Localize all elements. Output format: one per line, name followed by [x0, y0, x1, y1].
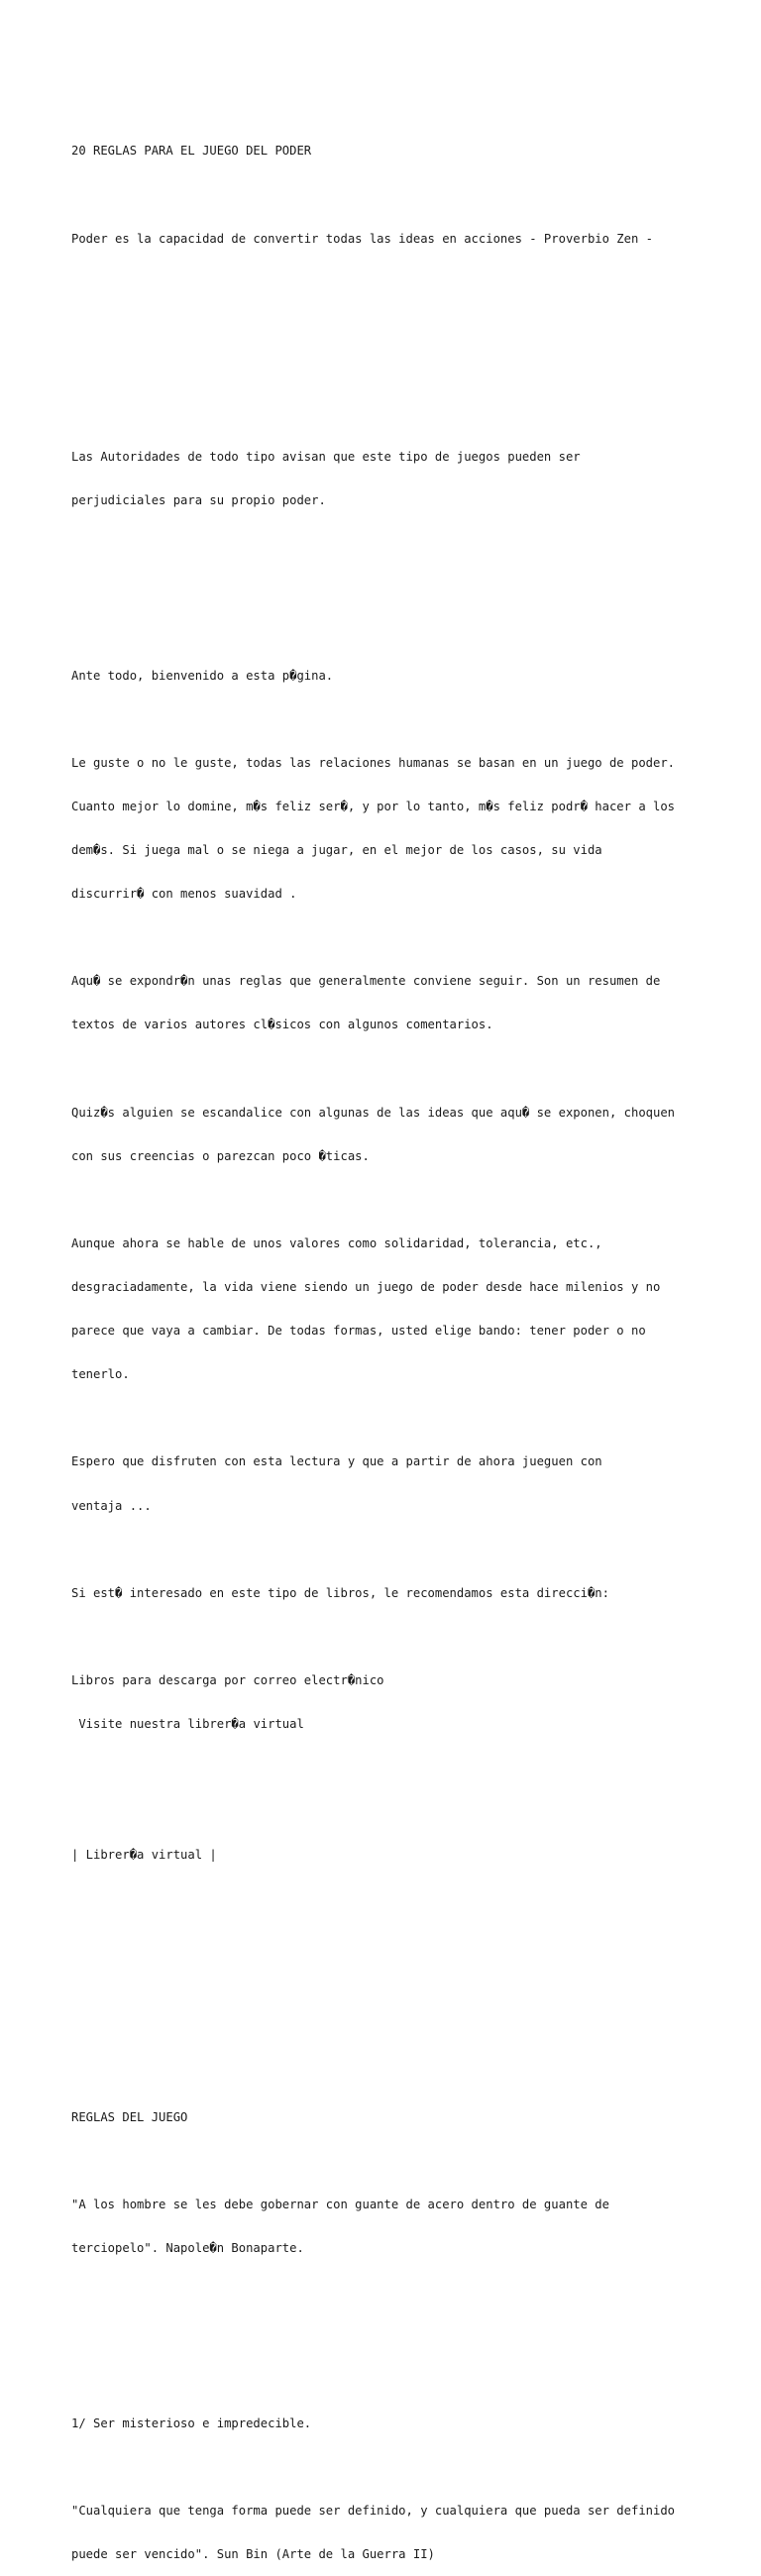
blank-line: [71, 2373, 706, 2388]
blank-line: [71, 1630, 706, 1645]
blank-line: [71, 537, 706, 552]
interest-line: Si est� interesado en este tipo de libros, le recomendamos esta direcci�n:: [71, 1585, 609, 1600]
blank-line: [71, 2285, 706, 2300]
document-body: [71, 115, 706, 2576]
rules-line: Aqu� se expondr�n unas reglas que generalmente conviene seguir. Son un resumen de: [71, 974, 661, 989]
blank-line: [71, 581, 706, 595]
blank-line: [71, 406, 706, 421]
ebook-link[interactable]: Libros para descarga por correo electr�nico: [71, 1673, 384, 1687]
blank-line: [71, 1980, 706, 1994]
enjoy-line: ventaja ...: [71, 1498, 152, 1513]
blank-line: [71, 1892, 706, 1907]
blank-line: [71, 363, 706, 377]
blank-line: [71, 2460, 706, 2475]
bookstore-nav-link[interactable]: | Librer�a virtual |: [71, 1848, 217, 1863]
blank-line: [71, 2067, 706, 2082]
blank-line: [71, 625, 706, 640]
blank-line: [71, 1411, 706, 1426]
warning-line: Las Autoridades de todo tipo avisan que este tipo de juegos pueden ser: [71, 450, 581, 465]
blank-line: [71, 1543, 706, 1557]
blank-line: [71, 712, 706, 727]
values-line: desgraciadamente, la vida viene siendo un juego de poder desde hace milenios y no: [71, 1280, 661, 1295]
scandal-line: Quiz�s alguien se escandalice con algunas de las ideas que aqu� se exponen, choquen: [71, 1105, 676, 1120]
blank-line: [71, 188, 706, 203]
rule-quote-line: puede ser vencido". Sun Bin (Arte de la Guerra II): [71, 2547, 435, 2561]
bookstore-link[interactable]: Visite nuestra librer�a virtual: [71, 1717, 304, 1732]
values-line: tenerlo.: [71, 1367, 130, 1382]
document-title: 20 REGLAS PARA EL JUEGO DEL PODER: [71, 144, 312, 159]
intro-line: Cuanto mejor lo domine, m�s feliz ser�, y por lo tanto, m�s feliz podr� hacer a los: [71, 799, 676, 813]
blank-line: [71, 930, 706, 945]
blank-line: [71, 1062, 706, 1077]
quote-line: terciopelo". Napole�n Bonaparte.: [71, 2241, 304, 2256]
intro-line: discurrir� con menos suavidad .: [71, 887, 297, 902]
blank-line: [71, 2154, 706, 2169]
quote-line: "A los hombre se les debe gobernar con guante de acero dentro de guante de: [71, 2198, 609, 2212]
intro-line: Le guste o no le guste, todas las relaciones humanas se basan en un juego de poder.: [71, 755, 676, 770]
blank-line: [71, 2329, 706, 2344]
blank-line: [71, 275, 706, 290]
blank-line: [71, 1936, 706, 1951]
welcome-line: Ante todo, bienvenido a esta p�gina.: [71, 668, 334, 683]
enjoy-line: Espero que disfruten con esta lectura y que a partir de ahora jueguen con: [71, 1454, 602, 1469]
values-line: Aunque ahora se hable de unos valores como solidaridad, tolerancia, etc.,: [71, 1235, 602, 1250]
blank-line: [71, 1761, 706, 1775]
scandal-line: con sus creencias o parezcan poco �ticas.: [71, 1148, 370, 1163]
blank-line: [71, 319, 706, 334]
epigraph: Poder es la capacidad de convertir todas las ideas en acciones - Proverbio Zen -: [71, 231, 653, 246]
warning-line: perjudiciales para su propio poder.: [71, 493, 326, 508]
blank-line: [71, 2023, 706, 2038]
rules-line: textos de varios autores cl�sicos con algunos comentarios.: [71, 1018, 493, 1032]
intro-line: dem�s. Si juega mal o se niega a jugar, en el mejor de los casos, su vida: [71, 843, 602, 858]
rule-heading: 1/ Ser misterioso e impredecible.: [71, 2415, 312, 2430]
blank-line: [71, 1193, 706, 1208]
blank-line: [71, 1804, 706, 1819]
section-title: REGLAS DEL JUEGO: [71, 2109, 188, 2124]
rule-quote-line: "Cualquiera que tenga forma puede ser definido, y cualquiera que pueda ser definido: [71, 2503, 676, 2518]
values-line: parece que vaya a cambiar. De todas formas, usted elige bando: tener poder o no: [71, 1324, 646, 1339]
